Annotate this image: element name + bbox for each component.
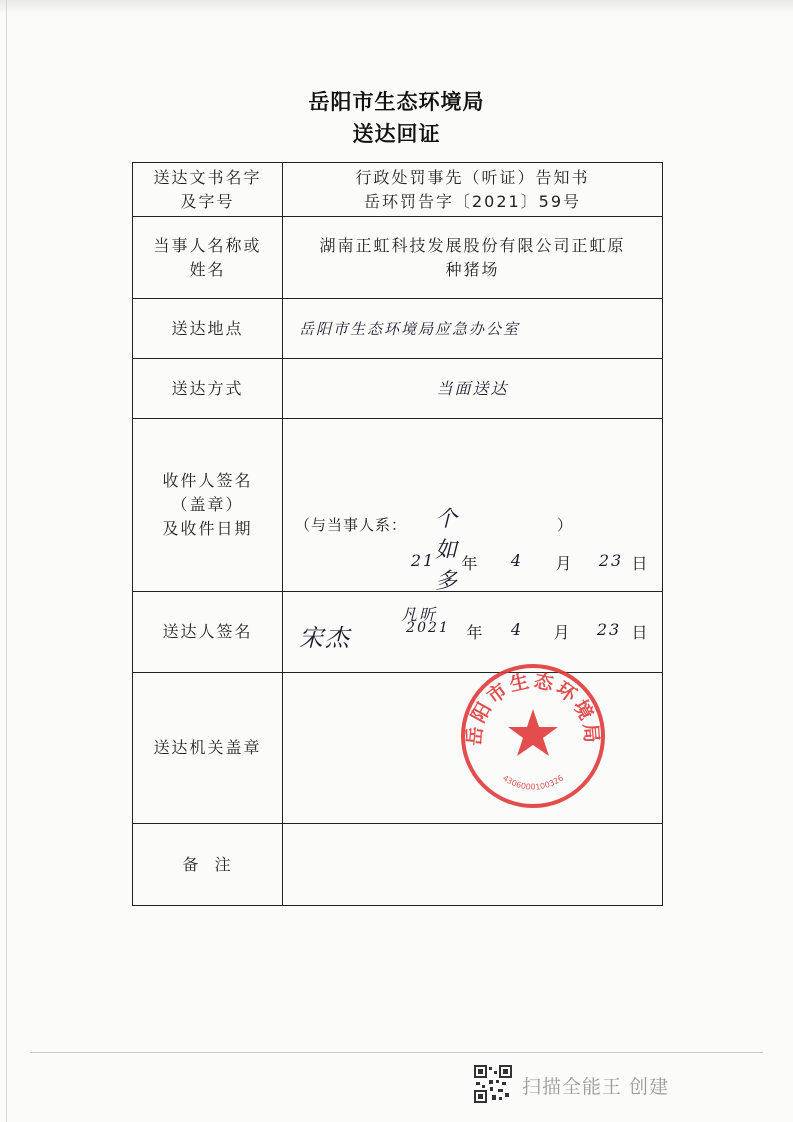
row-recipient — [133, 419, 663, 592]
doc-name-label: 送达文书名字 及字号 — [133, 163, 283, 217]
deliverer-label: 送达人签名 — [133, 592, 283, 673]
row-doc-name — [133, 163, 663, 217]
row-method — [133, 359, 663, 419]
deliverer-signature: 宋杰 — [299, 624, 351, 652]
deliverer-extra-signature: 凡昕 — [401, 605, 438, 624]
relation-line: （与当事人系： 个如多 ） — [295, 514, 407, 535]
org-title: 岳阳市生态环境局 — [308, 90, 485, 114]
seal-star-icon — [508, 709, 558, 756]
seal-serial: 4306000100326 — [500, 773, 566, 792]
method-label: 送达方式 — [133, 359, 283, 419]
scan-bottom-line — [30, 1052, 763, 1053]
place-label: 送达地点 — [133, 299, 283, 359]
agency-seal-value — [283, 669, 663, 824]
relation-handwriting: 个如多 — [435, 507, 460, 594]
receipt-table — [132, 162, 663, 906]
party-value: 湖南正虹科技发展股份有限公司正虹原 种猪场 — [283, 217, 663, 299]
row-place — [133, 299, 663, 359]
seal-text: 岳阳市生态环境局 — [463, 669, 603, 747]
official-seal-stamp — [458, 661, 608, 811]
method-value: 当面送达 — [283, 359, 663, 419]
row-remarks — [133, 824, 663, 906]
row-party — [133, 217, 663, 299]
deliverer-date: 2021 年 4 月 23 日 — [406, 620, 649, 642]
party-label: 当事人名称或 姓名 — [133, 217, 283, 299]
scan-border-line — [6, 0, 7, 1122]
qr-code-icon — [474, 1065, 512, 1103]
recipient-value — [283, 419, 663, 592]
doc-title: 送达回证 — [352, 122, 441, 146]
scanner-watermark: 扫描全能王 创建 — [522, 1076, 670, 1098]
recipient-date: 21 年 4 月 23 日 — [410, 551, 649, 573]
remarks-label: 备 注 — [133, 824, 283, 906]
doc-name-value: 行政处罚事先（听证）告知书 岳环罚告字〔2021〕59号 — [283, 163, 663, 217]
row-agency-seal — [133, 673, 663, 824]
recipient-label: 收件人签名 （盖章） 及收件日期 — [133, 419, 283, 592]
place-value: 岳阳市生态环境局应急办公室 — [283, 299, 663, 359]
svg-text:4306000100326 — [501, 773, 565, 791]
agency-seal-label: 送达机关盖章 — [133, 673, 283, 824]
scan-edge — [0, 0, 793, 14]
remarks-value — [283, 824, 663, 906]
